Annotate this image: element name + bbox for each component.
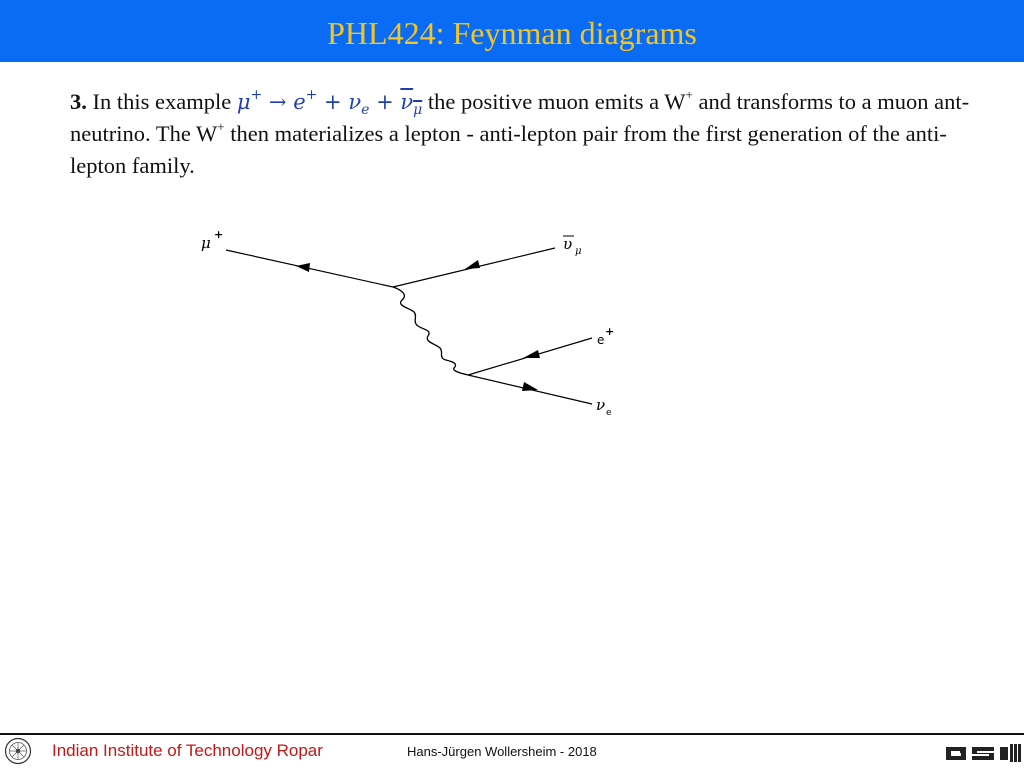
feynman-diagram — [190, 220, 630, 430]
label-mu-plus-sup: + — [214, 228, 224, 241]
institution-name: Indian Institute of Technology Ropar — [52, 741, 323, 760]
label-electron-neutrino-sub: e — [606, 408, 612, 418]
eq-electron-neutrino: ν — [348, 90, 362, 114]
w-charge-2: + — [217, 118, 225, 134]
eq-plus-1: + — [317, 90, 349, 114]
eq-plus-2: + — [369, 90, 401, 114]
author-credit: Hans-Jürgen Wollersheim - 2018 — [407, 744, 597, 759]
eq-positron: e — [293, 90, 306, 114]
eq-mu: μ — [236, 90, 251, 114]
iit-ropar-logo-icon — [4, 737, 32, 765]
label-electron-neutrino: ν — [596, 396, 606, 414]
label-positron: e — [597, 333, 605, 347]
eq-mu-charge: + — [250, 87, 263, 103]
slide-title: PHL424: Feynman diagrams — [327, 15, 697, 51]
label-antineutrino: υ — [563, 235, 573, 253]
label-mu-plus: μ — [201, 234, 211, 252]
antineutrino-arrow — [465, 260, 480, 269]
muon-line — [226, 250, 393, 287]
text-segment-3: and transforms to a muon ant-neutrino. The W — [70, 89, 970, 146]
problem-number: 3. — [70, 89, 87, 114]
positron-arrow — [523, 350, 540, 358]
text-segment-4: then materializes a lepton - anti-lepton pair from the first generation of the anti-lepton family. — [70, 121, 947, 178]
muon-arrow — [296, 263, 310, 272]
eq-antineutrino-sub: μ — [413, 102, 423, 119]
text-segment-2: the positive muon emits a W — [422, 89, 686, 114]
eq-antineutrino-symbol: ν — [400, 90, 414, 114]
gsi-logo-icon — [944, 742, 1024, 764]
electron-neutrino-arrow — [522, 382, 538, 391]
w-charge-1: + — [685, 86, 693, 102]
eq-electron-neutrino-sub: e — [361, 102, 370, 119]
title-bar — [0, 0, 1024, 62]
eq-positron-charge: + — [305, 87, 318, 103]
footer-divider — [0, 733, 1024, 735]
eq-muon-antineutrino — [400, 90, 423, 119]
decay-equation — [236, 87, 423, 119]
w-boson-line — [393, 287, 468, 375]
text-segment-1: In this example — [86, 89, 237, 114]
label-antineutrino-sub: μ — [575, 246, 582, 257]
problem-text — [70, 86, 970, 182]
eq-arrow: → — [262, 90, 294, 114]
label-positron-sup: + — [605, 325, 615, 338]
